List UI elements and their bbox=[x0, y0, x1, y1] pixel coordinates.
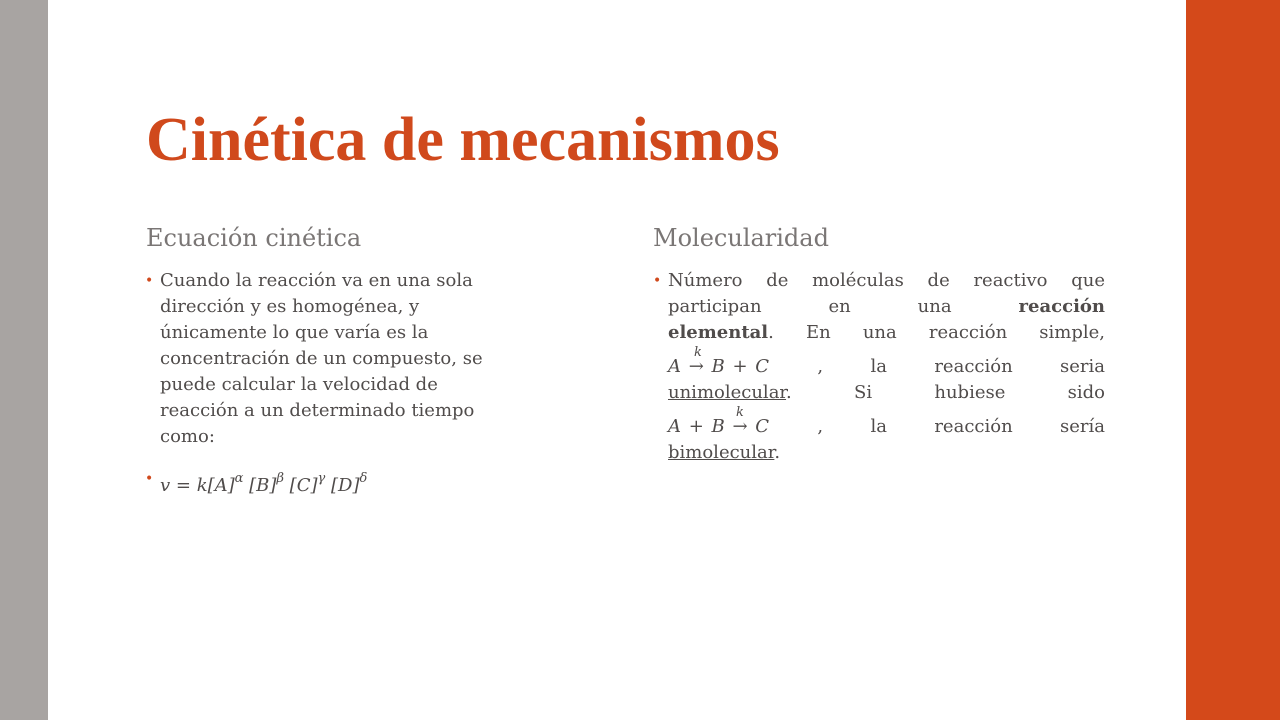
slide-title: Cinética de mecanismos bbox=[146, 106, 780, 174]
equation-text: 𝐴 → 𝐵 + 𝐶 bbox=[668, 356, 771, 377]
text-line: reacción a un determinado tiempo bbox=[160, 400, 475, 421]
eq-exponent-gamma: 𝛾 bbox=[317, 471, 326, 486]
eq-term-b: [𝐵] bbox=[243, 475, 277, 496]
right-column-heading: Molecularidad bbox=[653, 224, 829, 252]
text-line: dirección y es homogénea, y bbox=[160, 296, 420, 317]
left-bullet-list bbox=[145, 268, 550, 515]
text-line bbox=[668, 320, 1105, 346]
text-line bbox=[668, 294, 1105, 320]
underlined-term: bimolecular bbox=[668, 442, 775, 463]
left-bullet-rate-equation bbox=[145, 466, 550, 499]
right-accent-bar bbox=[1186, 0, 1280, 720]
equation-text: 𝐴 + 𝐵 → 𝐶 bbox=[668, 416, 771, 437]
text-line bbox=[668, 346, 1105, 380]
text-fragment: . bbox=[774, 442, 781, 463]
rate-equation bbox=[160, 471, 368, 496]
text-line bbox=[668, 380, 1105, 406]
reaction-equation-unimolecular bbox=[668, 345, 771, 380]
rate-constant-k: 𝑘 bbox=[736, 405, 744, 420]
reaction-equation-bimolecular bbox=[668, 405, 771, 440]
bullet-icon: • bbox=[653, 273, 662, 289]
eq-lhs: 𝑣 = 𝑘[𝐴] bbox=[160, 475, 235, 496]
text-fragment: . En una reacción simple, bbox=[768, 322, 1105, 343]
underlined-term: unimolecular bbox=[668, 382, 787, 403]
text-fragment: participan en una bbox=[668, 296, 952, 317]
eq-exponent-alpha: 𝛼 bbox=[234, 471, 244, 486]
left-decorative-bar bbox=[0, 0, 48, 720]
eq-term-c: [𝐶] bbox=[283, 475, 318, 496]
rate-constant-k: 𝑘 bbox=[694, 345, 702, 360]
eq-exponent-beta: 𝛽 bbox=[276, 471, 284, 486]
right-bullet-list bbox=[653, 268, 1105, 482]
text-line: únicamente lo que varía es la bbox=[160, 322, 429, 343]
left-column-heading: Ecuación cinética bbox=[146, 224, 362, 252]
text-line: Cuando la reacción va en una sola bbox=[160, 270, 473, 291]
bullet-icon: • bbox=[145, 273, 154, 289]
bold-term: elemental bbox=[668, 322, 769, 343]
eq-term-d: [𝐷] bbox=[325, 475, 360, 496]
text-line bbox=[668, 440, 1105, 466]
text-line bbox=[668, 268, 1105, 294]
text-fragment: , la reacción sería bbox=[817, 416, 1105, 437]
bold-term: reacción bbox=[1018, 296, 1105, 317]
text-fragment: Número de moléculas de reactivo que bbox=[668, 270, 1105, 291]
right-bullet-molecularity bbox=[653, 268, 1105, 466]
text-fragment: . Si hubiese sido bbox=[786, 382, 1105, 403]
text-line: puede calcular la velocidad de bbox=[160, 374, 438, 395]
text-fragment: , la reacción seria bbox=[817, 356, 1105, 377]
text-line bbox=[668, 406, 1105, 440]
text-line: como: bbox=[160, 426, 215, 447]
left-bullet-description bbox=[145, 268, 550, 450]
text-line: concentración de un compuesto, se bbox=[160, 348, 483, 369]
bullet-icon: • bbox=[145, 471, 154, 487]
eq-exponent-delta: 𝛿 bbox=[359, 471, 368, 486]
